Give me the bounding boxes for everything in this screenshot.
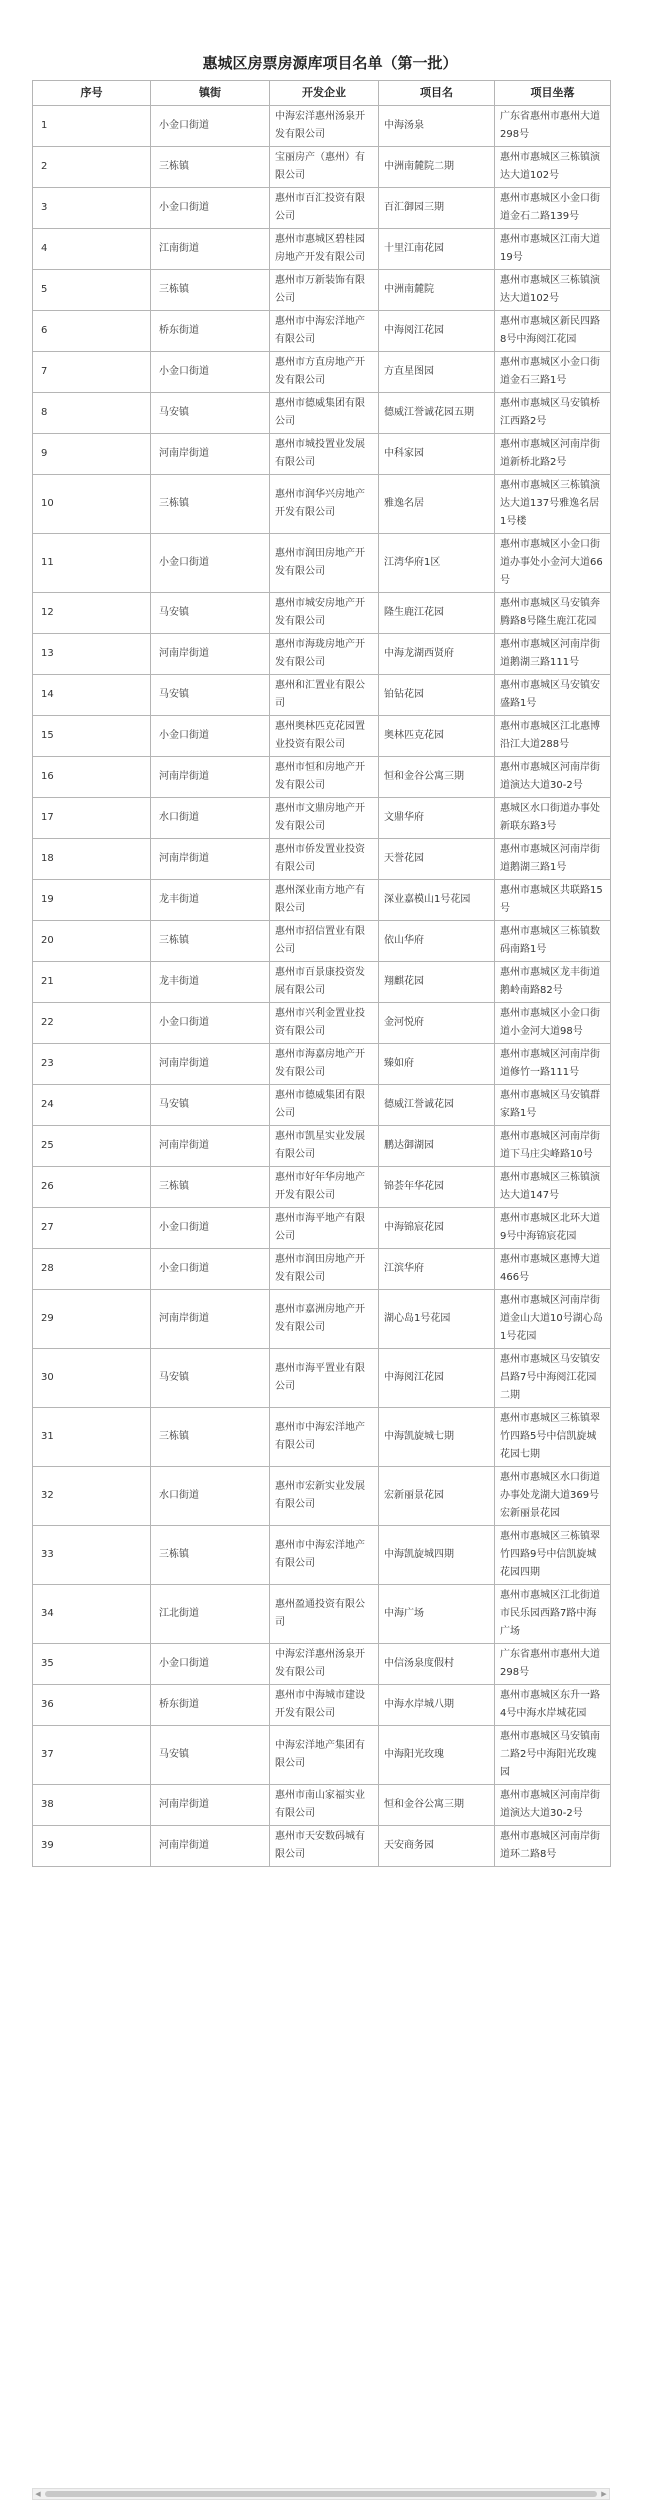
cell-location: 广东省惠州市惠州大道298号: [495, 1644, 611, 1685]
table-row: [33, 1044, 611, 1085]
cell-town: 河南岸街道: [151, 1826, 270, 1867]
cell-town: 马安镇: [151, 1349, 270, 1408]
cell-no: 13: [33, 634, 151, 675]
table-row: [33, 229, 611, 270]
cell-no: 4: [33, 229, 151, 270]
cell-location: 惠州市惠城区北环大道9号中海锦宸花园: [495, 1208, 611, 1249]
cell-town: 河南岸街道: [151, 634, 270, 675]
cell-location: 广东省惠州市惠州大道298号: [495, 106, 611, 147]
header-no: 序号: [33, 81, 151, 106]
cell-town: 马安镇: [151, 593, 270, 634]
table-row: [33, 1685, 611, 1726]
cell-no: 30: [33, 1349, 151, 1408]
cell-no: 17: [33, 798, 151, 839]
cell-town: 三栋镇: [151, 147, 270, 188]
table-row: [33, 1826, 611, 1867]
cell-town: 水口街道: [151, 1467, 270, 1526]
header-town: 镇街: [151, 81, 270, 106]
cell-town: 小金口街道: [151, 1644, 270, 1685]
cell-no: 6: [33, 311, 151, 352]
cell-project: 百汇御园三期: [379, 188, 495, 229]
table-row: [33, 593, 611, 634]
table-row: [33, 880, 611, 921]
cell-developer: 中海宏洋地产集团有限公司: [270, 1726, 379, 1785]
cell-project: 江滨华府: [379, 1249, 495, 1290]
cell-project: 深业嘉模山1号花园: [379, 880, 495, 921]
cell-project: 中海锦宸花园: [379, 1208, 495, 1249]
cell-location: 惠州市惠城区河南岸街道演达大道30-2号: [495, 1785, 611, 1826]
table-row: [33, 352, 611, 393]
cell-project: 湖心岛1号花园: [379, 1290, 495, 1349]
table-row: [33, 921, 611, 962]
cell-no: 23: [33, 1044, 151, 1085]
table-row: [33, 1167, 611, 1208]
cell-developer: 惠州市侨发置业投资有限公司: [270, 839, 379, 880]
cell-location: 惠州市惠城区三栋镇翠竹四路9号中信凯旋城花园四期: [495, 1526, 611, 1585]
cell-developer: 惠州市海珑房地产开发有限公司: [270, 634, 379, 675]
cell-developer: 惠州盈通投资有限公司: [270, 1585, 379, 1644]
cell-developer: 惠州奥林匹克花园置业投资有限公司: [270, 716, 379, 757]
cell-town: 马安镇: [151, 675, 270, 716]
cell-no: 22: [33, 1003, 151, 1044]
cell-location: 惠州市惠城区新民四路8号中海阅江花园: [495, 311, 611, 352]
cell-developer: 惠州市百景康投资发展有限公司: [270, 962, 379, 1003]
table-row: [33, 1126, 611, 1167]
cell-town: 江北街道: [151, 1585, 270, 1644]
cell-no: 39: [33, 1826, 151, 1867]
cell-developer: 惠州市百汇投资有限公司: [270, 188, 379, 229]
cell-no: 31: [33, 1408, 151, 1467]
cell-town: 龙丰街道: [151, 962, 270, 1003]
cell-town: 三栋镇: [151, 921, 270, 962]
cell-project: 江湾华府1区: [379, 534, 495, 593]
cell-no: 32: [33, 1467, 151, 1526]
table-row: [33, 106, 611, 147]
cell-developer: 惠州市招信置业有限公司: [270, 921, 379, 962]
cell-no: 2: [33, 147, 151, 188]
cell-location: 惠州市惠城区河南岸街道金山大道10号湖心岛1号花园: [495, 1290, 611, 1349]
horizontal-scrollbar[interactable]: [32, 2488, 610, 2500]
cell-location: 惠州市惠城区马安镇奔腾路8号隆生鹿江花园: [495, 593, 611, 634]
cell-project: 鹏达御湖园: [379, 1126, 495, 1167]
table-row: [33, 393, 611, 434]
cell-developer: 惠州市天安数码城有限公司: [270, 1826, 379, 1867]
cell-no: 34: [33, 1585, 151, 1644]
cell-location: 惠州市惠城区江北惠博沿江大道288号: [495, 716, 611, 757]
cell-project: 中海凯旋城四期: [379, 1526, 495, 1585]
cell-developer: 惠州市万新装饰有限公司: [270, 270, 379, 311]
cell-no: 33: [33, 1526, 151, 1585]
cell-location: 惠州市惠城区龙丰街道鹅岭南路82号: [495, 962, 611, 1003]
cell-no: 1: [33, 106, 151, 147]
cell-location: 惠州市惠城区河南岸街道鹅湖三路1号: [495, 839, 611, 880]
cell-project: 臻如府: [379, 1044, 495, 1085]
cell-location: 惠州市惠城区三栋镇翠竹四路5号中信凯旋城花园七期: [495, 1408, 611, 1467]
cell-location: 惠州市惠城区河南岸街道下马庄尖峰路10号: [495, 1126, 611, 1167]
cell-no: 21: [33, 962, 151, 1003]
cell-no: 10: [33, 475, 151, 534]
table-row: [33, 1249, 611, 1290]
cell-town: 三栋镇: [151, 270, 270, 311]
cell-developer: 惠州市润田房地产开发有限公司: [270, 1249, 379, 1290]
table-row: [33, 634, 611, 675]
cell-developer: 惠州市海嘉房地产开发有限公司: [270, 1044, 379, 1085]
cell-location: 惠州市惠城区小金口街道办事处小金河大道66号: [495, 534, 611, 593]
cell-town: 河南岸街道: [151, 1044, 270, 1085]
cell-project: 中海凯旋城七期: [379, 1408, 495, 1467]
cell-location: 惠州市惠城区河南岸街道新桥北路2号: [495, 434, 611, 475]
cell-town: 河南岸街道: [151, 1126, 270, 1167]
cell-developer: 惠州和汇置业有限公司: [270, 675, 379, 716]
table-row: [33, 1290, 611, 1349]
cell-project: 方直星图园: [379, 352, 495, 393]
cell-developer: 惠州市中海城市建设开发有限公司: [270, 1685, 379, 1726]
cell-no: 25: [33, 1126, 151, 1167]
cell-no: 9: [33, 434, 151, 475]
cell-no: 28: [33, 1249, 151, 1290]
cell-location: 惠州市惠城区三栋镇演达大道102号: [495, 147, 611, 188]
cell-location: 惠州市惠城区马安镇桥江西路2号: [495, 393, 611, 434]
cell-project: 德威江誉诚花园五期: [379, 393, 495, 434]
cell-town: 小金口街道: [151, 352, 270, 393]
cell-no: 36: [33, 1685, 151, 1726]
cell-town: 马安镇: [151, 393, 270, 434]
cell-town: 马安镇: [151, 1085, 270, 1126]
cell-town: 小金口街道: [151, 106, 270, 147]
cell-project: 天安商务园: [379, 1826, 495, 1867]
cell-location: 惠州市惠城区河南岸街道演达大道30-2号: [495, 757, 611, 798]
cell-project: 中海龙湖西贤府: [379, 634, 495, 675]
table-row: [33, 1003, 611, 1044]
cell-location: 惠州市惠城区马安镇南二路2号中海阳光玫瑰园: [495, 1726, 611, 1785]
cell-town: 龙丰街道: [151, 880, 270, 921]
table-row: [33, 716, 611, 757]
table-row: [33, 757, 611, 798]
page-title: 惠城区房票房源库项目名单（第一批）: [202, 54, 458, 72]
cell-location: 惠州市惠城区河南岸街道环二路8号: [495, 1826, 611, 1867]
cell-developer: 中海宏洋惠州汤泉开发有限公司: [270, 106, 379, 147]
table-row: [33, 1408, 611, 1467]
cell-project: 中科家园: [379, 434, 495, 475]
cell-location: 惠州市惠城区小金口街道金石三路1号: [495, 352, 611, 393]
table-row: [33, 311, 611, 352]
cell-town: 河南岸街道: [151, 1290, 270, 1349]
cell-developer: 惠州市惠城区碧桂园房地产开发有限公司: [270, 229, 379, 270]
header-location: 项目坐落: [495, 81, 611, 106]
cell-location: 惠州市惠城区河南岸街道鹅湖三路111号: [495, 634, 611, 675]
cell-location: 惠州市惠城区三栋镇演达大道137号雅逸名居1号楼: [495, 475, 611, 534]
cell-project: 中海水岸城八期: [379, 1685, 495, 1726]
cell-town: 河南岸街道: [151, 839, 270, 880]
cell-no: 37: [33, 1726, 151, 1785]
cell-project: 锦荟年华花园: [379, 1167, 495, 1208]
cell-no: 5: [33, 270, 151, 311]
table-row: [33, 1467, 611, 1526]
cell-developer: 惠州市嘉洲房地产开发有限公司: [270, 1290, 379, 1349]
cell-no: 3: [33, 188, 151, 229]
cell-project: 中信汤泉度假村: [379, 1644, 495, 1685]
cell-developer: 惠州市润田房地产开发有限公司: [270, 534, 379, 593]
table-row: [33, 839, 611, 880]
cell-no: 38: [33, 1785, 151, 1826]
cell-town: 三栋镇: [151, 475, 270, 534]
scroll-right-arrow-icon[interactable]: ▶: [601, 2490, 607, 2498]
cell-developer: 惠州市城投置业发展有限公司: [270, 434, 379, 475]
cell-developer: 惠州市文鼎房地产开发有限公司: [270, 798, 379, 839]
project-table-container: [32, 80, 610, 1867]
cell-no: 12: [33, 593, 151, 634]
cell-no: 35: [33, 1644, 151, 1685]
table-header-row: [33, 81, 611, 106]
cell-developer: 惠州市德威集团有限公司: [270, 1085, 379, 1126]
cell-project: 中海阅江花园: [379, 1349, 495, 1408]
cell-location: 惠州市惠城区江南大道19号: [495, 229, 611, 270]
cell-no: 18: [33, 839, 151, 880]
cell-developer: 惠州市宏新实业发展有限公司: [270, 1467, 379, 1526]
cell-location: 惠州市惠城区共联路15号: [495, 880, 611, 921]
cell-project: 中洲南麓院: [379, 270, 495, 311]
cell-location: 惠州市惠城区江北街道市民乐园西路7路中海广场: [495, 1585, 611, 1644]
cell-location: 惠州市惠城区小金口街道小金河大道98号: [495, 1003, 611, 1044]
cell-town: 江南街道: [151, 229, 270, 270]
cell-project: 依山华府: [379, 921, 495, 962]
cell-no: 19: [33, 880, 151, 921]
header-project: 项目名: [379, 81, 495, 106]
cell-project: 文鼎华府: [379, 798, 495, 839]
cell-developer: 惠州市好年华房地产开发有限公司: [270, 1167, 379, 1208]
cell-location: 惠州市惠城区惠博大道466号: [495, 1249, 611, 1290]
cell-no: 26: [33, 1167, 151, 1208]
cell-town: 三栋镇: [151, 1408, 270, 1467]
table-row: [33, 1644, 611, 1685]
cell-town: 三栋镇: [151, 1167, 270, 1208]
cell-project: 奥林匹克花园: [379, 716, 495, 757]
cell-developer: 惠州市中海宏洋地产有限公司: [270, 1408, 379, 1467]
cell-developer: 惠州市南山家福实业有限公司: [270, 1785, 379, 1826]
cell-location: 惠州市惠城区河南岸街道修竹一路111号: [495, 1044, 611, 1085]
cell-location: 惠州市惠城区三栋镇演达大道147号: [495, 1167, 611, 1208]
cell-project: 中洲南麓院二期: [379, 147, 495, 188]
cell-developer: 惠州市恒和房地产开发有限公司: [270, 757, 379, 798]
cell-location: 惠州市惠城区马安镇安盛路1号: [495, 675, 611, 716]
cell-developer: 惠州市海平地产有限公司: [270, 1208, 379, 1249]
cell-town: 小金口街道: [151, 716, 270, 757]
cell-project: 隆生鹿江花园: [379, 593, 495, 634]
cell-location: 惠城区水口街道办事处新联东路3号: [495, 798, 611, 839]
cell-project: 恒和金谷公寓三期: [379, 1785, 495, 1826]
cell-no: 8: [33, 393, 151, 434]
cell-no: 20: [33, 921, 151, 962]
cell-no: 27: [33, 1208, 151, 1249]
cell-town: 河南岸街道: [151, 434, 270, 475]
table-row: [33, 1726, 611, 1785]
table-row: [33, 1785, 611, 1826]
table-row: [33, 475, 611, 534]
table-row: [33, 434, 611, 475]
scroll-thumb[interactable]: [45, 2491, 597, 2497]
cell-project: 中海阳光玫瑰: [379, 1726, 495, 1785]
cell-project: 金河悦府: [379, 1003, 495, 1044]
cell-no: 15: [33, 716, 151, 757]
table-row: [33, 270, 611, 311]
cell-location: 惠州市惠城区东升一路4号中海水岸城花园: [495, 1685, 611, 1726]
cell-town: 桥东街道: [151, 311, 270, 352]
cell-project: 铂钻花园: [379, 675, 495, 716]
cell-no: 16: [33, 757, 151, 798]
cell-project: 宏新丽景花园: [379, 1467, 495, 1526]
cell-no: 24: [33, 1085, 151, 1126]
cell-location: 惠州市惠城区水口街道办事处龙湖大道369号宏新丽景花园: [495, 1467, 611, 1526]
cell-developer: 惠州市海平置业有限公司: [270, 1349, 379, 1408]
table-row: [33, 534, 611, 593]
cell-project: 中海广场: [379, 1585, 495, 1644]
cell-town: 小金口街道: [151, 1003, 270, 1044]
cell-town: 马安镇: [151, 1726, 270, 1785]
cell-town: 河南岸街道: [151, 1785, 270, 1826]
header-developer: 开发企业: [270, 81, 379, 106]
cell-town: 小金口街道: [151, 534, 270, 593]
table-row: [33, 147, 611, 188]
cell-no: 29: [33, 1290, 151, 1349]
cell-project: 恒和金谷公寓三期: [379, 757, 495, 798]
cell-location: 惠州市惠城区马安镇安昌路7号中海阅江花园二期: [495, 1349, 611, 1408]
cell-no: 11: [33, 534, 151, 593]
cell-town: 小金口街道: [151, 1249, 270, 1290]
cell-no: 7: [33, 352, 151, 393]
cell-no: 14: [33, 675, 151, 716]
cell-town: 小金口街道: [151, 188, 270, 229]
cell-project: 德威江誉诚花园: [379, 1085, 495, 1126]
table-row: [33, 188, 611, 229]
table-row: [33, 1208, 611, 1249]
cell-project: 中海阅江花园: [379, 311, 495, 352]
cell-project: 中海汤泉: [379, 106, 495, 147]
cell-project: 翔麒花园: [379, 962, 495, 1003]
table-row: [33, 798, 611, 839]
cell-project: 天誉花园: [379, 839, 495, 880]
cell-town: 桥东街道: [151, 1685, 270, 1726]
cell-developer: 惠州市凯星实业发展有限公司: [270, 1126, 379, 1167]
cell-developer: 惠州市德威集团有限公司: [270, 393, 379, 434]
table-row: [33, 962, 611, 1003]
table-row: [33, 1349, 611, 1408]
cell-location: 惠州市惠城区小金口街道金石二路139号: [495, 188, 611, 229]
cell-location: 惠州市惠城区马安镇群家路1号: [495, 1085, 611, 1126]
cell-town: 水口街道: [151, 798, 270, 839]
cell-location: 惠州市惠城区三栋镇演达大道102号: [495, 270, 611, 311]
cell-developer: 惠州市中海宏洋地产有限公司: [270, 1526, 379, 1585]
cell-town: 小金口街道: [151, 1208, 270, 1249]
table-row: [33, 1585, 611, 1644]
cell-developer: 惠州市城安房地产开发有限公司: [270, 593, 379, 634]
cell-town: 三栋镇: [151, 1526, 270, 1585]
cell-project: 十里江南花园: [379, 229, 495, 270]
cell-developer: 惠州深业南方地产有限公司: [270, 880, 379, 921]
cell-developer: 惠州市方直房地产开发有限公司: [270, 352, 379, 393]
cell-project: 雅逸名居: [379, 475, 495, 534]
cell-developer: 惠州市中海宏洋地产有限公司: [270, 311, 379, 352]
cell-location: 惠州市惠城区三栋镇数码南路1号: [495, 921, 611, 962]
cell-developer: 宝丽房产（惠州）有限公司: [270, 147, 379, 188]
scroll-left-arrow-icon[interactable]: ◀: [35, 2490, 41, 2498]
table-row: [33, 675, 611, 716]
cell-town: 河南岸街道: [151, 757, 270, 798]
table-row: [33, 1526, 611, 1585]
cell-developer: 惠州市兴利金置业投资有限公司: [270, 1003, 379, 1044]
table-row: [33, 1085, 611, 1126]
table-body: [33, 106, 611, 1867]
cell-developer: 惠州市润华兴房地产开发有限公司: [270, 475, 379, 534]
cell-developer: 中海宏洋惠州汤泉开发有限公司: [270, 1644, 379, 1685]
project-table: [32, 80, 611, 1867]
